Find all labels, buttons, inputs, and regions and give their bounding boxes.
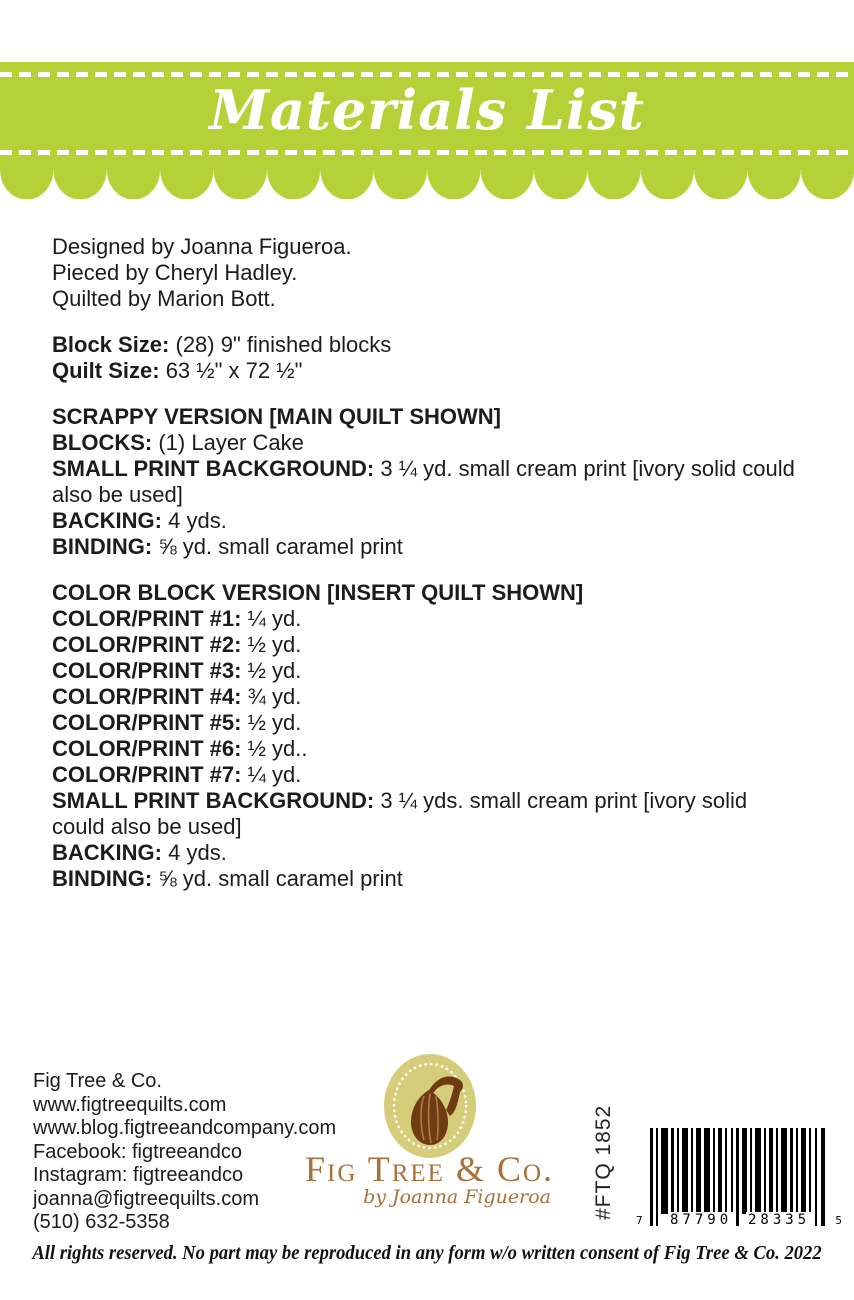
material-row: COLOR/PRINT #6: ½ yd.. xyxy=(52,736,308,761)
instagram-handle: Instagram: figtreeandco xyxy=(33,1164,244,1186)
copyright-notice: All rights reserved. No part may be reproduced in any form w/o written consent of Fig Tree & Co. 2022 xyxy=(32,1242,822,1264)
section-heading: SCRAPPY VERSION [MAIN QUILT SHOWN] xyxy=(52,404,501,429)
fig-tree-logo xyxy=(282,1054,577,1208)
scalloped-edge xyxy=(0,170,854,199)
fig-icon xyxy=(384,1054,476,1158)
credit-line: Pieced by Cheryl Hadley. xyxy=(52,260,298,285)
brand-wordmark: Fig Tree & Co. xyxy=(304,1149,555,1189)
barcode-digit-group2: 28335 xyxy=(748,1212,811,1228)
material-row: BLOCKS: (1) Layer Cake xyxy=(52,430,304,455)
facebook-handle: Facebook: figtreeandco xyxy=(33,1140,243,1163)
upc-barcode xyxy=(636,1128,842,1228)
blog-url: www.blog.figtreeandcompany.com xyxy=(33,1117,337,1139)
header-band xyxy=(0,62,854,170)
scrappy-version-section xyxy=(52,404,802,560)
materials-text xyxy=(52,234,802,892)
material-row: COLOR/PRINT #4: ¾ yd. xyxy=(52,684,302,709)
material-row: COLOR/PRINT #2: ½ yd. xyxy=(52,632,302,657)
quilt-size-row: Quilt Size: 63 ½" x 72 ½" xyxy=(52,358,303,383)
email-address: joanna@figtreequilts.com xyxy=(33,1187,259,1210)
size-info xyxy=(52,332,802,384)
dashed-stitch-line-bottom xyxy=(0,150,854,155)
brand-byline: by Joanna Figueroa xyxy=(363,1186,551,1208)
credit-line: Quilted by Marion Bott. xyxy=(52,286,276,311)
item-number: #FTQ 1852 xyxy=(592,1104,615,1220)
material-row: COLOR/PRINT #7: ¼ yd. xyxy=(52,762,302,787)
barcode-digits xyxy=(636,1212,842,1228)
material-row: SMALL PRINT BACKGROUND: 3 ¼ yd. small cream print [ivory solid could also be used] xyxy=(52,456,795,507)
material-row: COLOR/PRINT #3: ½ yd. xyxy=(52,658,302,683)
color-block-version-section xyxy=(52,580,802,892)
credits xyxy=(52,234,802,312)
material-row: BINDING: ⅝ yd. small caramel print xyxy=(52,534,403,559)
company-name: Fig Tree & Co. xyxy=(33,1070,162,1092)
page-title: Materials List xyxy=(209,78,645,142)
material-row: COLOR/PRINT #1: ¼ yd. xyxy=(52,606,302,631)
block-size-row: Block Size: (28) 9" finished blocks xyxy=(52,332,392,357)
material-row: SMALL PRINT BACKGROUND: 3 ¼ yds. small cream print [ivory solid could also be used] xyxy=(52,788,748,839)
material-row: BINDING: ⅝ yd. small caramel print xyxy=(52,866,403,891)
phone-number: (510) 632-5358 xyxy=(33,1211,170,1233)
section-heading: COLOR BLOCK VERSION [INSERT QUILT SHOWN] xyxy=(52,580,584,605)
dashed-stitch-line-top xyxy=(0,72,854,77)
material-row: BACKING: 4 yds. xyxy=(52,508,227,533)
barcode-digit-group1: 87790 xyxy=(670,1212,733,1228)
website-url: www.figtreequilts.com xyxy=(33,1093,227,1116)
barcode-digit-right: 5 xyxy=(835,1214,842,1227)
material-row: COLOR/PRINT #5: ½ yd. xyxy=(52,710,302,735)
material-row: BACKING: 4 yds. xyxy=(52,840,227,865)
credit-line: Designed by Joanna Figueroa. xyxy=(52,234,352,259)
barcode-digit-left: 7 xyxy=(636,1214,643,1227)
